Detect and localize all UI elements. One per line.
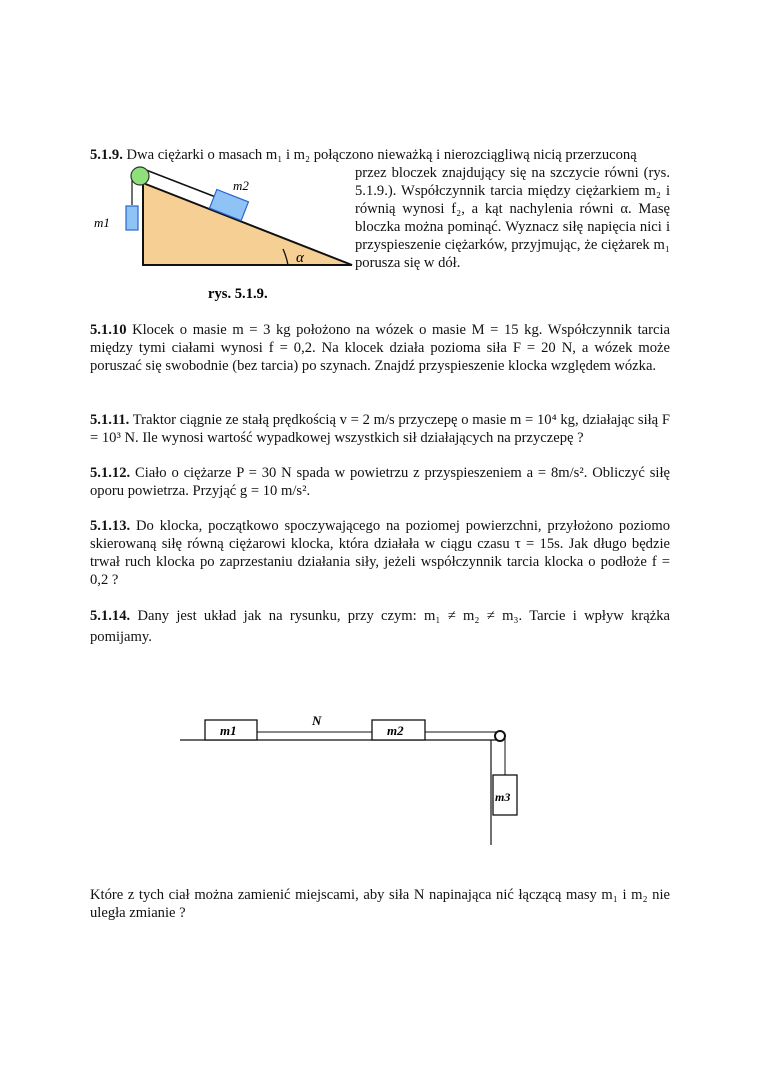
problem-5-1-14-question: Które z tych ciał można zamienić miejscami, aby siła N napinająca nić łączącą masy m₁ i m₂ nie uległa zmianie ? xyxy=(90,887,670,921)
label-m2: m2 xyxy=(233,178,249,193)
problem-text: Ciało o ciężarze P = 30 N spada w powietrzu z przyspieszeniem a = 8m/s². Obliczyć siłę oporu powietrza. Przyjąć g = 10 m/s². xyxy=(90,465,670,499)
label-m1: m1 xyxy=(220,723,237,738)
label-alpha: α xyxy=(296,250,304,266)
problem-text: Traktor ciągnie ze stałą prędkością v = 2 m/s przyczepę o masie m = 10⁴ kg, działając siłą F = 10³ N. Ile wynosi wartość wypadkowej wszystkich sił działających na przyczepę ? xyxy=(90,412,670,446)
problem-text: Dwa ciężarki o masach m₁ i m₂ połączono nieważką i nierozciągliwą nicią przerzuconą xyxy=(126,147,637,163)
label-m1: m1 xyxy=(94,215,110,230)
figure-caption: rys. 5.1.9. xyxy=(208,286,268,302)
label-m2: m2 xyxy=(387,723,404,738)
problem-number: 5.1.14. xyxy=(90,608,131,624)
problem-number: 5.1.10 xyxy=(90,322,127,338)
problem-number: 5.1.9. xyxy=(90,147,123,163)
problem-number: 5.1.11. xyxy=(90,412,130,428)
pulley-icon xyxy=(495,731,505,741)
problem-text: Dany jest układ jak na rysunku, przy czym: m₁ ≠ m₂ ≠ m₃. Tarcie i wpływ krążka pomijamy. xyxy=(90,608,671,645)
problem-text: Klocek o masie m = 3 kg położono na wózek o masie M = 15 kg. Współczynnik tarcia między tymi ciałami wynosi f = 0,2. Na klocek działa pozioma siła F = 20 N, a wózek może poruszać się swobodnie (bez tarcia) po szynach. Znajdź przyspieszenie klocka względem wózka. xyxy=(90,322,670,374)
label-m3: m3 xyxy=(495,790,511,804)
label-n: N xyxy=(312,713,322,728)
problem-text: Do klocka, początkowo spoczywającego na poziomej powierzchni, przyłożono poziomo skierowaną siłę równą ciężarowi klocka, która działała w ciągu czasu τ = 15s. Jak długo będzie trwał ruch klocka po zaprzestaniu działania siły, jeżeli współczynnik tarcia klocka o podłoże f = 0,2 ? xyxy=(90,518,670,588)
problem-5-1-9-text: przez bloczek znajdujący się na szczycie równi (rys. 5.1.9.). Współczynnik tarcia między ciężarkiem m₂ i równią wynosi f₂, a kąt nachylenia równi α. Masę bloczka można pominąć. Wyznacz siłę napięcia nici i przyspieszenie ciężarków, przyjmując, że ciężarek m₁ porusza się w dół. xyxy=(355,165,670,271)
problem-number: 5.1.13. xyxy=(90,518,131,534)
problem-number: 5.1.12. xyxy=(90,465,131,481)
